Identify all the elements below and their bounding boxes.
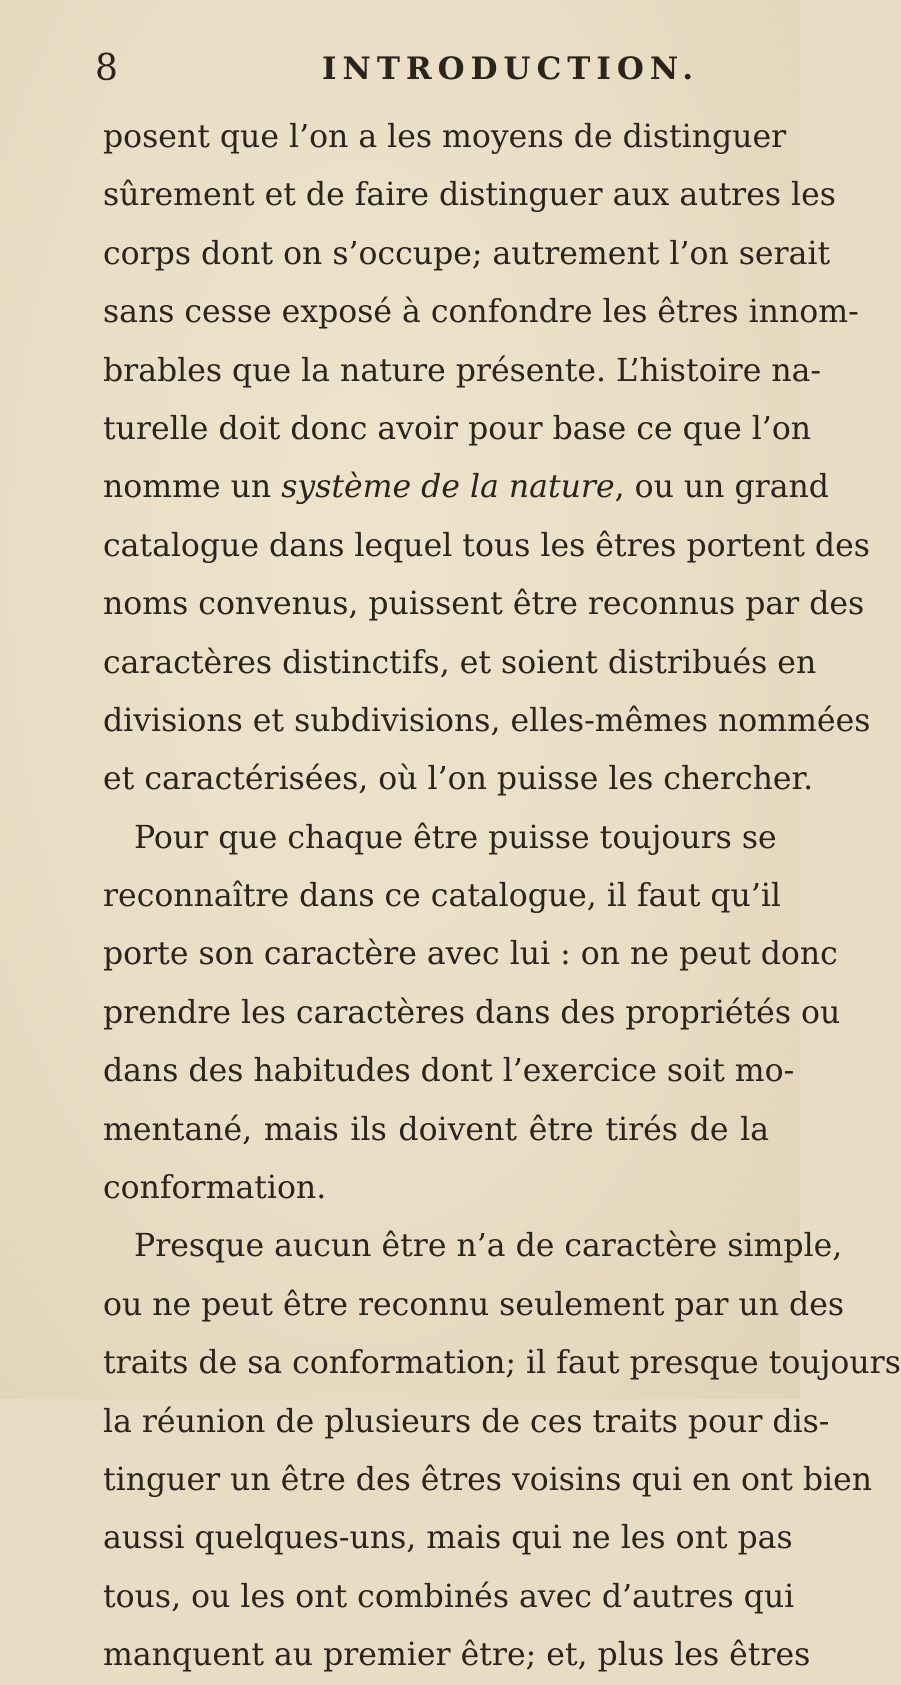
text-line-16: prendre les caractères dans des propriétés ou [103,994,841,1031]
text-line-15: porte son caractère avec lui : on ne peut donc [103,936,838,973]
text-line-2: sûrement et de faire distinguer aux autres les [103,177,836,214]
text-line-26: tous, ou les ont combinés avec d’autres qui [103,1578,795,1615]
text-line-7-before: nomme un [103,469,282,506]
text-line-7-after: , ou un grand [614,469,829,506]
page-header [0,44,800,94]
text-line-12: et caractérisées, où l’on puisse les chercher. [103,761,814,798]
text-line-25: aussi quelques-uns, mais qui ne les ont pas [103,1520,793,1557]
text-line-7 [103,458,829,516]
body-text [103,108,901,1685]
text-line-20: Presque aucun être n’a de caractère simple, [134,1228,843,1265]
running-title: INTRODUCTION. [322,51,699,87]
text-line-13: Pour que chaque être puisse toujours se [134,819,777,856]
text-line-23: la réunion de plusieurs de ces traits pour dis- [103,1403,830,1440]
text-line-14: reconnaître dans ce catalogue, il faut qu’il [103,878,782,915]
text-line-5: brables que la nature présente. L’histoire na- [103,352,822,389]
italic-phrase: système de la nature [281,469,615,506]
text-line-6: turelle doit donc avoir pour base ce que l’on [103,410,812,447]
text-line-22: traits de sa conformation; il faut presque toujours [103,1345,901,1382]
text-line-24: tinguer un être des êtres voisins qui en ont bien [103,1461,873,1498]
text-line-3: corps dont on s’occupe; autrement l’on serait [103,235,831,272]
text-line-18: mentané, mais ils doivent être tirés de la [103,1111,769,1148]
text-line-10: caractères distinctifs, et soient distribués en [103,644,817,681]
text-line-9: noms convenus, puissent être reconnus par des [103,586,865,623]
text-line-1: posent que l’on a les moyens de distinguer [103,119,787,155]
text-line-19: conformation. [103,1170,327,1207]
text-line-17: dans des habitudes dont l’exercice soit mo- [103,1053,795,1090]
text-line-8: catalogue dans lequel tous les êtres portent des [103,527,870,564]
page-number: 8 [95,48,119,89]
text-line-11: divisions et subdivisions, elles-mêmes nommées [103,702,871,739]
text-line-27: manquent au premier être; et, plus les êtres [103,1637,811,1674]
text-line-21: ou ne peut être reconnu seulement par un des [103,1286,845,1323]
text-line-4: sans cesse exposé à confondre les êtres innom- [103,294,859,331]
